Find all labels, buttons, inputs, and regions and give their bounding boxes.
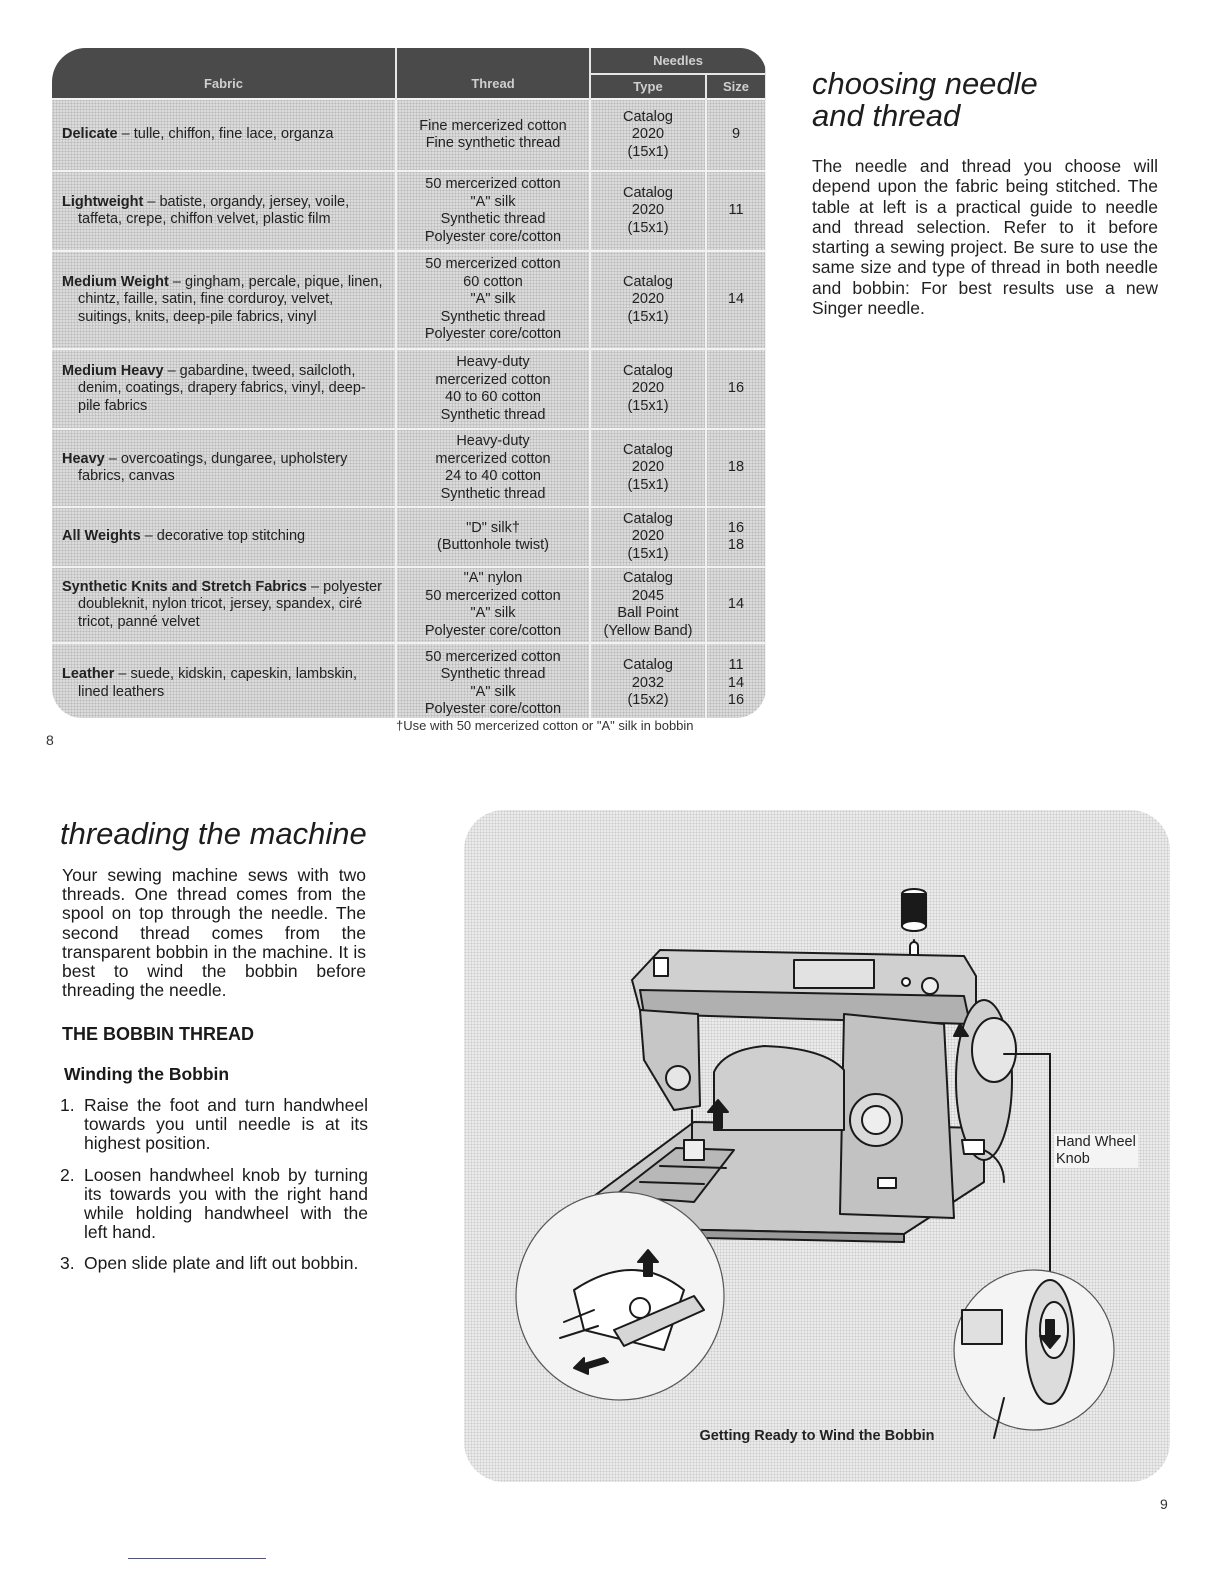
- fabric-cell: [52, 171, 396, 251]
- fabric-cell: [52, 643, 396, 718]
- needle-type-cell: [590, 429, 706, 507]
- header-thread: Thread: [396, 48, 590, 99]
- bottom-rule: [128, 1558, 266, 1559]
- thread-cell: [396, 99, 590, 171]
- thread-line: Synthetic thread: [440, 308, 546, 325]
- thread-line: "A" silk: [470, 291, 516, 308]
- thread-line: Polyester core/cotton: [424, 228, 562, 245]
- fabric-examples: – suede, kidskin, capeskin, lambskin, lined leathers: [78, 666, 357, 700]
- thread-line: Synthetic thread: [440, 406, 546, 423]
- thread-line: Polyester core/cotton: [424, 622, 562, 639]
- table-footnote: †Use with 50 mercerized cotton or "A" silk in bobbin: [396, 718, 694, 733]
- fabric-description: [62, 451, 385, 486]
- needle-type-line: Catalog: [623, 441, 673, 458]
- needle-type-line: Catalog: [623, 657, 673, 674]
- step-text: Open slide plate and lift out bobbin.: [84, 1253, 359, 1274]
- needle-type-line: Catalog: [623, 570, 673, 586]
- needle-type-line: 2020: [631, 459, 665, 476]
- needle-size-line: 14: [727, 674, 745, 691]
- fabric-examples: – polyester doubleknit, nylon tricot, jersey, spandex, ciré tricot, panné velvet: [78, 578, 382, 630]
- fabric-name: Heavy: [62, 450, 105, 467]
- thread-cell: [396, 251, 590, 349]
- step-text: Loosen handwheel knob by turning its towards you with the right hand while holding handwheel with the left hand.: [84, 1164, 368, 1243]
- needle-type-cell: [590, 643, 706, 718]
- thread-line: Synthetic thread: [440, 485, 546, 502]
- step-text: Raise the foot and turn handwheel towards you until needle is at its highest position.: [84, 1095, 368, 1154]
- needle-size-line: 18: [727, 537, 745, 553]
- fabric-cell: [52, 507, 396, 567]
- fabric-description: [62, 579, 385, 632]
- needle-size-cell: [706, 643, 766, 718]
- table-row: [52, 507, 766, 567]
- needle-type-cell: [590, 99, 706, 171]
- winding-steps: [60, 1096, 368, 1286]
- fabric-name: Lightweight: [62, 193, 144, 210]
- fabric-name: Medium Weight: [62, 273, 169, 290]
- thread-line: Synthetic thread: [440, 211, 546, 227]
- needle-type-line: (Yellow Band): [603, 622, 693, 639]
- thread-line: Polyester core/cotton: [424, 701, 562, 717]
- thread-line: mercerized cotton: [435, 450, 551, 467]
- needle-type-line: 2045: [631, 587, 665, 604]
- fabric-description: [62, 126, 385, 144]
- thread-line: "D" silk†: [466, 519, 520, 536]
- thread-cell: [396, 349, 590, 429]
- fabric-name: Synthetic Knits and Stretch Fabrics: [62, 578, 307, 595]
- needle-size-line: 9: [731, 126, 741, 143]
- hand-wheel-knob-label: [1054, 1134, 1138, 1168]
- fabric-name: Medium Heavy: [62, 362, 164, 379]
- fabric-cell: [52, 429, 396, 507]
- thread-cell: [396, 567, 590, 643]
- thread-line: "A" silk: [470, 683, 516, 700]
- thread-line: 24 to 40 cotton: [445, 468, 541, 484]
- needle-size-line: 11: [728, 202, 744, 219]
- table-row: [52, 567, 766, 643]
- fabric-examples: – batiste, organdy, jersey, voile, taffeta, crepe, chiffon velvet, plastic film: [78, 193, 350, 227]
- choosing-title-line1: choosing needle: [812, 66, 1038, 101]
- choosing-title: [812, 68, 1172, 132]
- needle-type-line: Ball Point: [617, 605, 679, 621]
- threading-title: threading the machine: [60, 816, 367, 851]
- fabric-description: [62, 666, 385, 701]
- thread-cell: [396, 171, 590, 251]
- fabric-examples: – decorative top stitching: [144, 528, 306, 545]
- fabric-name: Delicate: [62, 126, 118, 143]
- needle-type-line: Catalog: [623, 184, 673, 201]
- needle-size-line: 16: [727, 380, 745, 397]
- threading-intro: Your sewing machine sews with two threads. One thread comes from the spool on top through the needle. The second thread comes from the transparent bobbin in the machine. It is best to wind the bobbin before threading the needle.: [62, 865, 366, 1001]
- thread-line: 50 mercerized cotton: [425, 587, 561, 604]
- needle-type-line: 2032: [631, 674, 665, 691]
- fabric-name: All Weights: [62, 528, 141, 545]
- needle-size-cell: [706, 171, 766, 251]
- step-number: 2.: [60, 1164, 75, 1185]
- hand-wheel-label-line2: Knob: [1056, 1151, 1090, 1167]
- choosing-body: The needle and thread you choose will depend upon the fabric being stitched. The table at left is a practical guide to needle and thread selection. Refer to it before starting a sewing project. Be sure to use the same size and type of thread in both needle and bobbin: For best results use a new Singer needle.: [812, 156, 1158, 319]
- header-type: Type: [590, 74, 706, 99]
- fabric-cell: [52, 567, 396, 643]
- thread-line: 50 mercerized cotton: [425, 256, 561, 273]
- fabric-cell: [52, 251, 396, 349]
- needle-type-line: (15x1): [627, 308, 669, 325]
- needle-type-line: 2020: [631, 380, 665, 397]
- thread-line: Synthetic thread: [440, 666, 546, 682]
- fabric-description: [62, 274, 385, 327]
- fabric-thread-needle-table: [52, 48, 766, 718]
- thread-line: "A" silk: [470, 193, 516, 210]
- step-item: [60, 1096, 368, 1154]
- needle-type-line: 2020: [631, 528, 665, 545]
- needle-size-line: 14: [727, 596, 745, 613]
- fabric-examples: – gingham, percale, pique, linen, chintz, faille, satin, fine corduroy, velvet, suitings, knits, deep-pile fabrics, vinyl: [78, 273, 383, 325]
- header-fabric: Fabric: [52, 48, 396, 99]
- fabric-examples: – gabardine, tweed, sailcloth, denim, coatings, drapery fabrics, vinyl, deep-pile fabrics: [78, 362, 366, 414]
- needle-type-line: Catalog: [623, 273, 673, 290]
- thread-line: 60 cotton: [463, 273, 523, 290]
- needle-type-cell: [590, 349, 706, 429]
- hand-wheel-label-line1: Hand Wheel: [1056, 1134, 1136, 1150]
- needle-type-line: (15x2): [627, 692, 669, 709]
- needle-size-cell: [706, 99, 766, 171]
- thread-line: Fine synthetic thread: [425, 135, 561, 151]
- table-row: [52, 349, 766, 429]
- thread-line: "A" silk: [470, 605, 516, 621]
- needle-type-line: 2020: [631, 126, 665, 143]
- sewing-machine-illustration: [464, 810, 1170, 1482]
- step-number: 1.: [60, 1095, 75, 1115]
- thread-cell: [396, 429, 590, 507]
- thread-cell: [396, 643, 590, 718]
- thread-line: Heavy-duty: [456, 354, 530, 370]
- thread-line: 40 to 60 cotton: [445, 389, 541, 405]
- needle-type-line: 2020: [631, 202, 665, 219]
- thread-line: 50 mercerized cotton: [425, 176, 561, 192]
- step-number: 3.: [60, 1253, 75, 1274]
- needle-type-cell: [590, 251, 706, 349]
- step-item: [60, 1166, 368, 1243]
- choosing-title-line2: and thread: [812, 98, 961, 133]
- thread-line: mercerized cotton: [435, 371, 551, 388]
- needle-type-line: (15x1): [627, 219, 669, 236]
- thread-line: (Buttonhole twist): [436, 537, 550, 553]
- thread-line: Polyester core/cotton: [424, 326, 562, 343]
- needle-type-line: Catalog: [623, 362, 673, 379]
- thread-line: Fine mercerized cotton: [419, 117, 567, 134]
- needle-type-cell: [590, 507, 706, 567]
- fabric-description: [62, 194, 385, 229]
- fabric-examples: – overcoatings, dungaree, upholstery fabrics, canvas: [78, 450, 348, 484]
- fabric-cell: [52, 349, 396, 429]
- header-size: Size: [706, 74, 766, 99]
- table-row: [52, 99, 766, 171]
- page-number-left: 8: [46, 732, 54, 748]
- needle-type-cell: [590, 567, 706, 643]
- needle-size-line: 18: [727, 459, 745, 476]
- needle-size-line: 16: [727, 692, 745, 709]
- needle-type-line: 2020: [631, 291, 665, 308]
- needle-size-line: 11: [728, 657, 744, 674]
- fabric-description: [62, 363, 385, 416]
- thread-line: 50 mercerized cotton: [425, 648, 561, 665]
- step-item: [60, 1254, 368, 1273]
- table-row: [52, 429, 766, 507]
- fabric-name: Leather: [62, 666, 115, 682]
- fabric-examples: – tulle, chiffon, fine lace, organza: [121, 126, 334, 143]
- thread-line: Heavy-duty: [456, 433, 530, 449]
- needle-thread-chart: [52, 48, 766, 718]
- needle-size-line: 14: [727, 291, 745, 308]
- header-needles: Needles: [590, 48, 766, 74]
- needle-type-line: Catalog: [623, 108, 673, 125]
- needle-size-cell: [706, 429, 766, 507]
- needle-type-line: (15x1): [627, 476, 669, 493]
- thread-line: "A" nylon: [463, 570, 523, 586]
- needle-size-cell: [706, 349, 766, 429]
- thread-cell: [396, 507, 590, 567]
- needle-size-cell: [706, 507, 766, 567]
- table-row: [52, 643, 766, 718]
- table-row: [52, 251, 766, 349]
- illustration-caption: Getting Ready to Wind the Bobbin: [699, 1428, 935, 1444]
- bobbin-thread-heading: THE BOBBIN THREAD: [62, 1024, 254, 1044]
- needle-type-line: Catalog: [623, 510, 673, 527]
- needle-type-line: (15x1): [627, 397, 669, 414]
- needle-size-cell: [706, 567, 766, 643]
- fabric-cell: [52, 99, 396, 171]
- table-row: [52, 171, 766, 251]
- needle-type-line: (15x1): [627, 545, 669, 562]
- needle-type-cell: [590, 171, 706, 251]
- winding-bobbin-heading: Winding the Bobbin: [64, 1064, 230, 1084]
- page-number-right: 9: [1160, 1496, 1168, 1512]
- needle-size-cell: [706, 251, 766, 349]
- needle-type-line: (15x1): [627, 143, 669, 160]
- needle-size-line: 16: [727, 519, 745, 536]
- fabric-description: [62, 528, 385, 546]
